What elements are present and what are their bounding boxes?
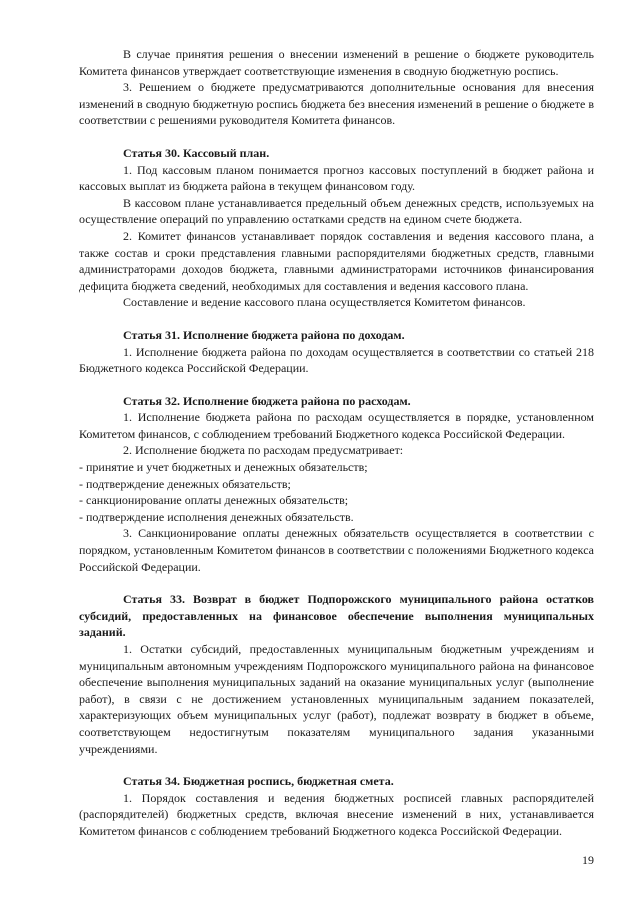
paragraph: В случае принятия решения о внесении изменений в решение о бюджете руководитель Комитета финансов утверждает соответствующие изменения в сводную бюджетную роспись. bbox=[79, 47, 594, 78]
paragraph: 3. Решением о бюджете предусматриваются дополнительные основания для внесения изменений в сводную бюджетную роспись бюджета без внесения изменений в решение о бюджете в соответствии с решениями руководителя Комитета финансов. bbox=[79, 80, 594, 128]
article-heading: Статья 32. Исполнение бюджета района по расходам. bbox=[123, 393, 411, 408]
list-item: - санкционирование оплаты денежных обязательств; bbox=[79, 493, 349, 508]
paragraph: 1. Порядок составления и ведения бюджетных росписей главных распорядителей (распорядителей) бюджетных средств, включая внесение изменений в них, устанавливается Комитетом финансов с соблюдением требований Бюджетного кодекса Российской Федерации. bbox=[79, 790, 594, 838]
paragraph: 1. Остатки субсидий, предоставленных муниципальным бюджетным учреждениям и муниципальным автономным учреждениям Подпорожского муниципального района на финансовое обеспечение выполнения муниципальных заданий на оказание муниципальных услуг (выполнение работ), в связи с не достижением установленных муниципальным заданием показателей, характеризующих объем муниципальных услуг (работ), подлежат возврату в бюджет в объеме, соответствующем недостигнутым показателям муниципального задания указанными учреждениями. bbox=[79, 642, 594, 756]
list-item: - подтверждение денежных обязательств; bbox=[79, 476, 291, 491]
paragraph: Составление и ведение кассового плана осуществляется Комитетом финансов. bbox=[123, 295, 526, 310]
article-heading: Статья 34. Бюджетная роспись, бюджетная смета. bbox=[123, 774, 394, 789]
page-number: 19 bbox=[582, 853, 594, 867]
paragraph: 3. Санкционирование оплаты денежных обязательств осуществляется в соответствии с порядком, установленным Комитетом финансов в соответствии с положениями Бюджетного кодекса Российской Федерации. bbox=[79, 526, 594, 574]
article-heading: Статья 31. Исполнение бюджета района по доходам. bbox=[123, 327, 405, 342]
paragraph: 1. Исполнение бюджета района по расходам осуществляется в порядке, установленном Комитетом финансов, с соблюдением требований Бюджетного кодекса Российской Федерации. bbox=[79, 410, 594, 441]
paragraph: 2. Комитет финансов устанавливает порядок составления и ведения кассового плана, а также состав и сроки представления главными распорядителями бюджетных средств, главными администраторами доходов бюджета, главными администраторами источников финансирования дефицита бюджета сведений, необходимых для составления и ведения кассового плана. bbox=[79, 228, 594, 293]
article-heading: Статья 33. Возврат в бюджет Подпорожского муниципального района остатков субсидий, предоставленных на финансовое обеспечение выполнения муниципальных заданий. bbox=[79, 592, 594, 640]
article-heading: Статья 30. Кассовый план. bbox=[123, 145, 270, 160]
paragraph: 2. Исполнение бюджета по расходам предусматривает: bbox=[123, 443, 404, 458]
list-item: - подтверждение исполнения денежных обязательств. bbox=[79, 509, 354, 524]
paragraph: В кассовом плане устанавливается предельный объем денежных средств, используемых на осуществление операций по управлению остатками средств на едином счете бюджета. bbox=[79, 195, 594, 227]
list-item: - принятие и учет бюджетных и денежных обязательств; bbox=[79, 460, 368, 475]
paragraph: 1. Исполнение бюджета района по доходам осуществляется в соответствии со статьей 218 Бюджетного кодекса Российской Федерации. bbox=[79, 344, 594, 376]
paragraph: 1. Под кассовым планом понимается прогноз кассовых поступлений в бюджет района и кассовых выплат из бюджета района в текущем финансовом году. bbox=[79, 162, 594, 194]
